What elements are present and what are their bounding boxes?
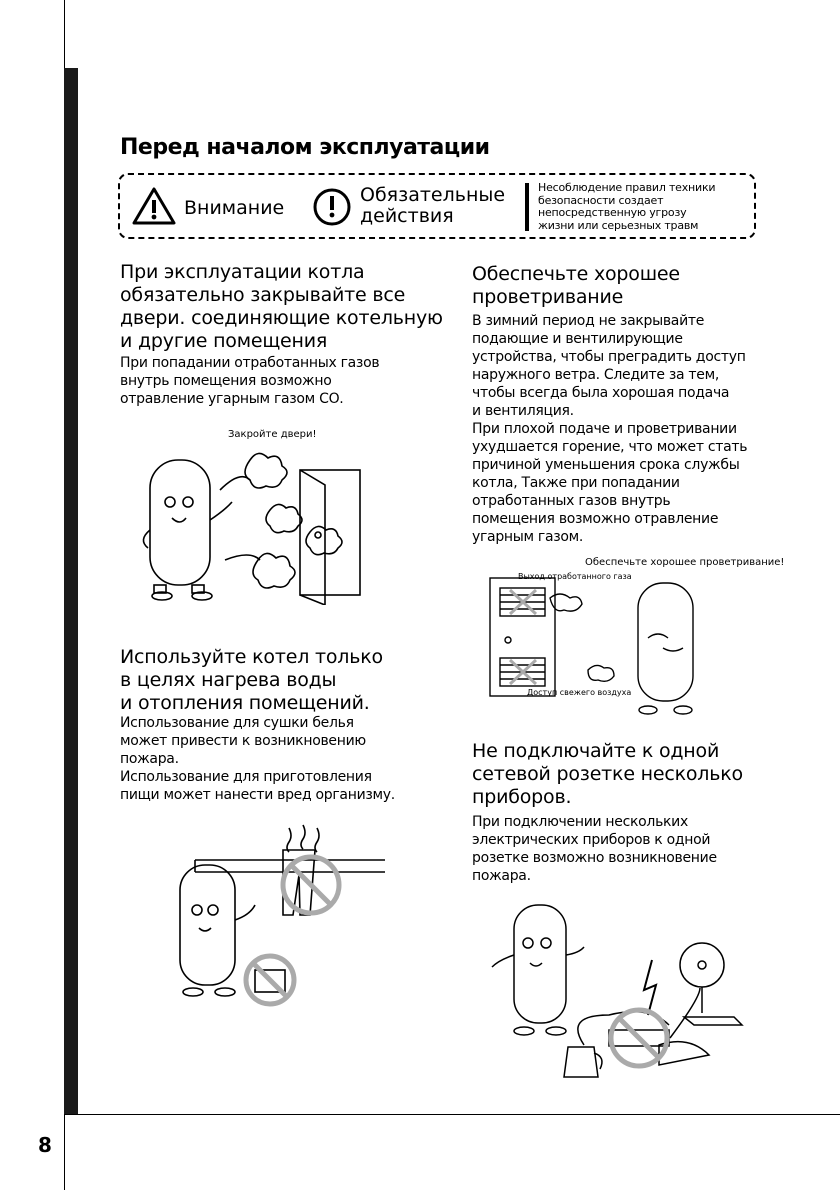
warning-label: Внимание	[184, 197, 285, 219]
no-shared-socket-illustration	[484, 895, 749, 1085]
legend-note: Несоблюдение правил техники безопасности создает непосредственную угрозу жизни или серьезных травм	[538, 181, 716, 232]
close-doors-caption: Закройте двери!	[228, 429, 317, 440]
section-socket-heading: Не подключайте к одной сетевой розетке несколько приборов.	[472, 740, 743, 808]
mandatory-action-icon	[312, 187, 352, 227]
legend-divider	[525, 183, 529, 231]
page-title: Перед началом эксплуатации	[120, 135, 490, 160]
section-socket-body: При подключении нескольких электрических приборов к одной розетке возможно возникновение пожара.	[472, 814, 717, 884]
section-ventilation-heading: Обеспечьте хорошее проветривание	[472, 263, 680, 308]
section-purpose-heading: Используйте котел только в целях нагрева воды и отопления помещений.	[120, 646, 383, 714]
warning-triangle-icon	[132, 186, 176, 226]
footer-line	[64, 1114, 840, 1115]
section-ventilation-body: В зимний период не закрывайте подающие и вентилирующие устройства, чтобы преградить доступ наружного ветра. Следите за тем, чтобы всегда была хорошая подача и вентиляция. При плохой подаче и проветривании ухудшается горение, что может стать причиной уменьшения срока службы котла, Также при попадании отработанных газов внутрь помещения возможно отравление угарным газом.	[472, 313, 748, 545]
left-sidebar-bar	[64, 68, 78, 1114]
section-purpose-body: Использование для сушки белья может привести к возникновению пожара. Использование для приготовления пищи может нанести вред организму.	[120, 715, 395, 803]
ventilation-illustration	[488, 568, 718, 718]
mandatory-label: Обязательные действия	[360, 184, 506, 227]
fresh-air-label: Доступ свежего воздуха	[527, 688, 632, 697]
exhaust-label: Выход отработанного газа	[518, 572, 632, 581]
section-doors-body: При попадании отработанных газов внутрь помещения возможно отравление угарным газом СО.	[120, 355, 380, 407]
page-number: 8	[38, 1133, 52, 1157]
ventilation-caption: Обеспечьте хорошее проветривание!	[585, 557, 785, 568]
section-doors-heading: При эксплуатации котла обязательно закрывайте все двери. соединяющие котельную и другие помещения	[120, 261, 443, 352]
no-drying-cooking-illustration	[165, 820, 395, 1010]
close-doors-illustration	[140, 440, 370, 605]
